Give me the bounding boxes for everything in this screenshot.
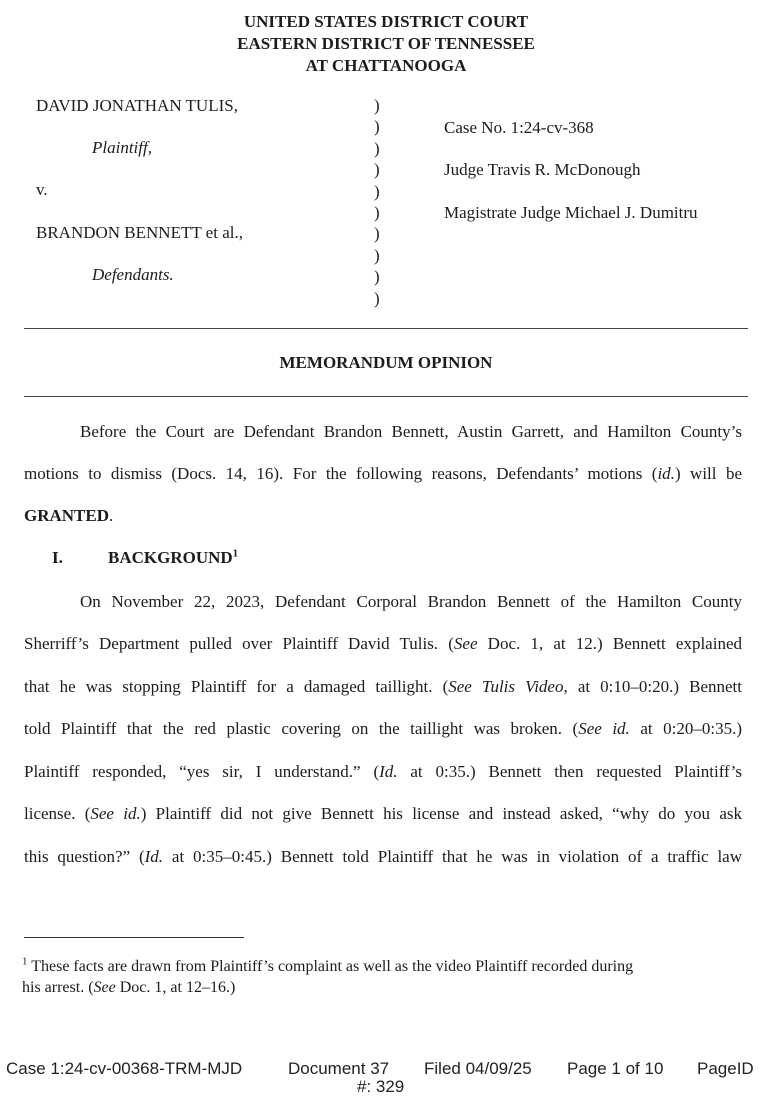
- footnote-reference: 1: [232, 547, 239, 560]
- footnote-rule: [24, 937, 244, 938]
- page-title: MEMORANDUM OPINION: [279, 353, 493, 372]
- body-line-6: license. (See id.) Plaintiff did not give Bennett his license and instead asked, “why do you ask: [24, 804, 742, 823]
- paren: ): [374, 202, 380, 222]
- section-heading: BACKGROUND$^1$: [108, 547, 239, 567]
- paren: ): [374, 138, 380, 158]
- body-line-1: On November 22, 2023, Defendant Corporal Brandon Bennett of the Hamilton County: [80, 592, 742, 611]
- paren: ): [374, 288, 380, 308]
- plaintiff-name: DAVID JONATHAN TULIS,: [36, 96, 238, 115]
- plaintiff-role: Plaintiff,: [92, 138, 152, 157]
- title-rule-top: [24, 328, 748, 329]
- court-location: AT CHATTANOOGA: [305, 56, 467, 75]
- body-line-4: told Plaintiff that the red plastic covering on the taillight was broken. (See id. at 0:20–0:35.): [24, 719, 742, 738]
- paren: ): [374, 160, 380, 180]
- intro-line-2: motions to dismiss (Docs. 14, 16). For the following reasons, Defendants’ motions (id.) will be: [24, 464, 742, 483]
- paren: ): [374, 181, 380, 201]
- court-district: EASTERN DISTRICT OF TENNESSEE: [237, 34, 535, 53]
- footnote-mark: 1: [22, 955, 28, 968]
- body-line-3: that he was stopping Plaintiff for a damaged taillight. (See Tulis Video, at 0:10–0:20.) Bennett: [24, 677, 742, 696]
- footer-pageid-number: #: 329: [357, 1077, 405, 1096]
- magistrate-judge: Magistrate Judge Michael J. Dumitru: [444, 203, 698, 222]
- paren: ): [374, 245, 380, 265]
- footnote-line-2: his arrest. (See Doc. 1, at 12–16.): [22, 979, 236, 996]
- intro-line-3: GRANTED.: [24, 506, 114, 525]
- caption-parentheses: [374, 95, 388, 309]
- body-line-5: Plaintiff responded, “yes sir, I understand.” (Id. at 0:35.) Bennett then requested Plaintiff’s: [24, 762, 742, 781]
- paren: ): [374, 267, 380, 287]
- court-name: UNITED STATES DISTRICT COURT: [243, 12, 529, 31]
- footer-filed: Filed 04/09/25: [424, 1059, 532, 1078]
- defendant-name: BRANDON BENNETT et al.,: [36, 223, 243, 242]
- footer-document: Document 37: [288, 1059, 390, 1078]
- versus: v.: [36, 180, 48, 199]
- defendant-role: Defendants.: [92, 265, 174, 284]
- footer-pageid: PageID: [697, 1059, 754, 1078]
- paren: ): [374, 224, 380, 244]
- footnote: [22, 956, 734, 998]
- paren: ): [374, 96, 380, 115]
- footer-page: Page 1 of 10: [567, 1059, 664, 1078]
- case-number: Case No. 1:24-cv-368: [444, 118, 594, 137]
- intro-line-1: Before the Court are Defendant Brandon Bennett, Austin Garrett, and Hamilton County’s: [80, 422, 742, 441]
- footnote-line-1: $^1$ These facts are drawn from Plaintiff’s complaint as well as the video Plaintiff recorded during: [22, 955, 634, 975]
- footer-case-number: Case 1:24-cv-00368-TRM-MJD: [6, 1059, 243, 1078]
- section-number: I.: [52, 548, 63, 567]
- body-line-2: Sherriff’s Department pulled over Plaintiff David Tulis. (See Doc. 1, at 12.) Bennett explained: [24, 634, 742, 653]
- title-rule-bottom: [24, 396, 748, 397]
- judge: Judge Travis R. McDonough: [444, 160, 641, 179]
- body-line-7: this question?” (Id. at 0:35–0:45.) Bennett told Plaintiff that he was in violation of a traffic law: [24, 847, 742, 866]
- paren: ): [374, 117, 380, 137]
